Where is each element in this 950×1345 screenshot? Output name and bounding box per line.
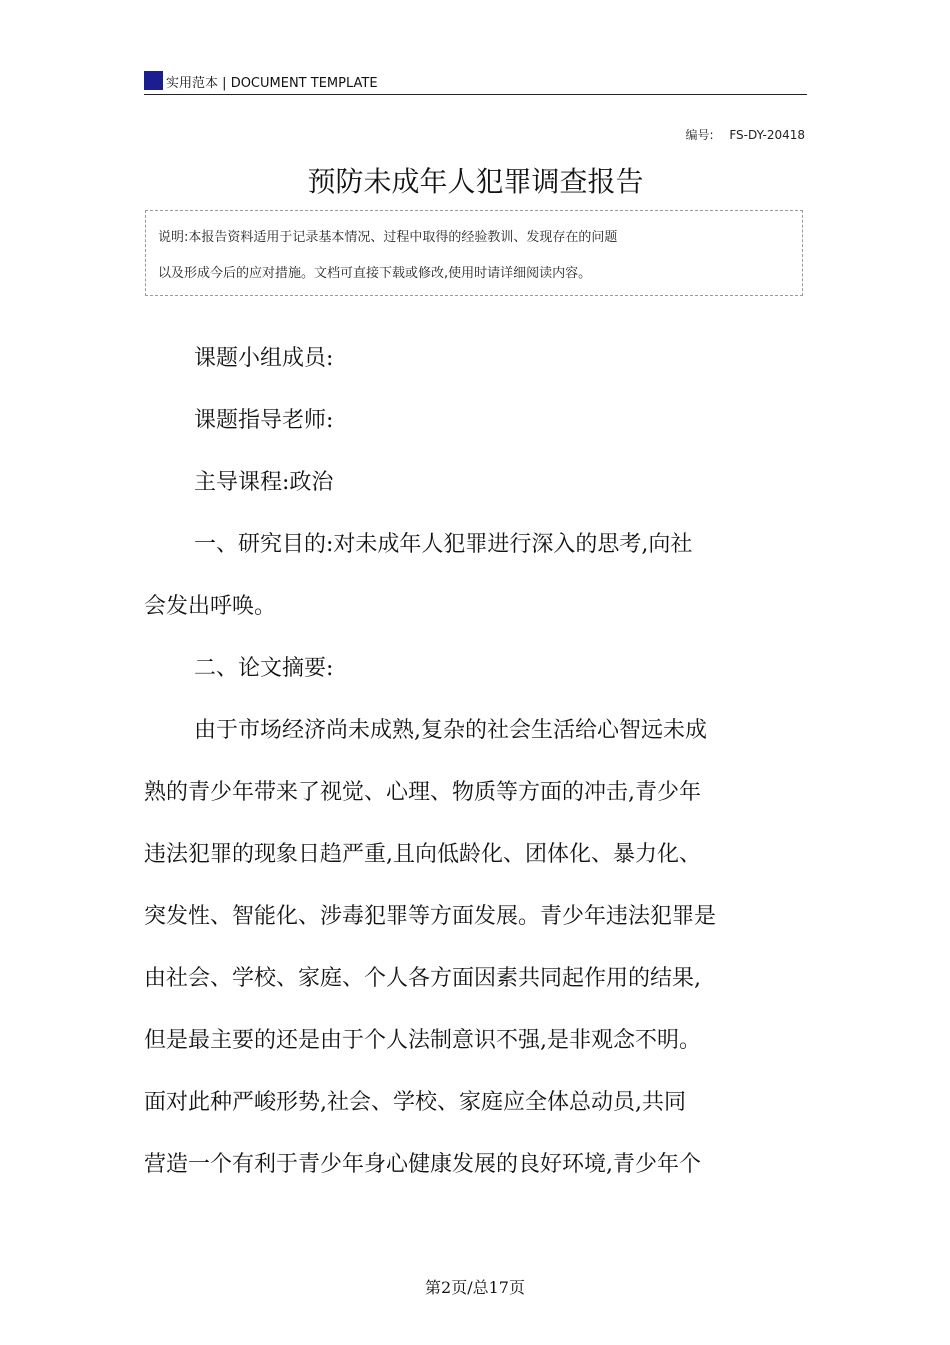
abstract-line: 突发性、智能化、涉毒犯罪等方面发展。青少年违法犯罪是 (144, 904, 717, 929)
research-purpose-line-2: 会发出呼唤。 (144, 594, 277, 619)
header-label: 实用范本 (166, 76, 219, 91)
group-members: 课题小组成员: (194, 346, 334, 371)
advisor-teacher: 课题指导老师: (194, 408, 334, 433)
doc-number-value: FS-DY-20418 (729, 128, 805, 142)
document-number (685, 126, 805, 143)
research-purpose-line-1: 一、研究目的:对未成年人犯罪进行深入的思考,向社 (194, 532, 693, 557)
header-separator: | (222, 76, 227, 91)
header-logo-square (144, 71, 163, 90)
header-text (166, 72, 378, 91)
abstract-line: 但是最主要的还是由于个人法制意识不强,是非观念不明。 (144, 1028, 701, 1053)
document-title: 预防未成年人犯罪调查报告 (307, 165, 644, 198)
abstract-line: 面对此种严峻形势,社会、学校、家庭应全体总动员,共同 (144, 1090, 686, 1115)
page-header (144, 68, 807, 95)
notice-box (145, 210, 803, 296)
doc-number-label: 编号: (685, 128, 714, 142)
lead-course: 主导课程:政治 (194, 470, 334, 495)
header-subtitle: DOCUMENT TEMPLATE (230, 76, 378, 91)
abstract-line: 由社会、学校、家庭、个人各方面因素共同起作用的结果, (144, 966, 701, 991)
page-footer: 第2页/总17页 (425, 1278, 525, 1297)
abstract-heading: 二、论文摘要: (194, 656, 334, 681)
abstract-line: 营造一个有利于青少年身心健康发展的良好环境,青少年个 (144, 1152, 701, 1177)
notice-line-1: 说明:本报告资料适用于记录基本情况、过程中取得的经验教训、发现存在的问题 (158, 230, 618, 245)
abstract-line: 熟的青少年带来了视觉、心理、物质等方面的冲击,青少年 (144, 780, 701, 805)
abstract-line: 由于市场经济尚未成熟,复杂的社会生活给心智远未成 (194, 718, 707, 743)
notice-line-2: 以及形成今后的应对措施。文档可直接下载或修改,使用时请详细阅读内容。 (158, 266, 592, 281)
abstract-line: 违法犯罪的现象日趋严重,且向低龄化、团体化、暴力化、 (144, 842, 701, 867)
